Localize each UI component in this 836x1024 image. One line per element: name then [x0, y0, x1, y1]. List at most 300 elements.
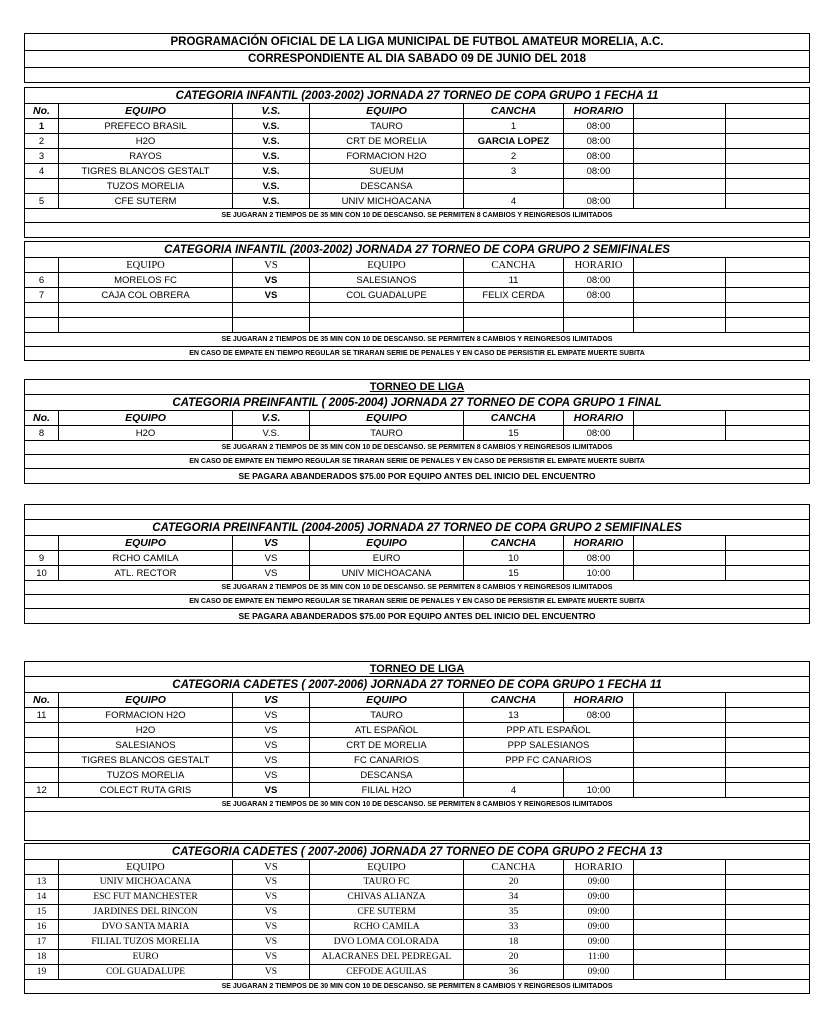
cell-team-away: TAURO [310, 708, 464, 723]
cell-horario: 09:00 [564, 920, 634, 935]
cell-team-away: CHIVAS ALIANZA [310, 890, 464, 905]
cell-horario: 08:00 [564, 134, 634, 149]
section-title: CATEGORIA INFANTIL (2003-2002) JORNADA 27 TORNEO DE COPA GRUPO 2 SEMIFINALES [25, 242, 810, 258]
cell-horario: 08:00 [564, 273, 634, 288]
cell-team-home: CFE SUTERM [59, 194, 233, 209]
empty-cell [634, 318, 726, 333]
col-header-no [25, 860, 59, 875]
table-row [25, 149, 810, 164]
table-row [25, 179, 810, 194]
table-row [25, 920, 810, 935]
col-header-no [25, 258, 59, 273]
cell-team-home: TUZOS MORELIA [59, 768, 233, 783]
empty-cell [726, 783, 810, 798]
col-header-equipo: EQUIPO [59, 860, 233, 875]
empty-cell [464, 303, 564, 318]
table-row [25, 768, 810, 783]
empty-cell [634, 164, 726, 179]
col-header-no: No. [25, 411, 59, 426]
cell-vs: VS [233, 738, 310, 753]
cell-cancha: PPP SALESIANOS [464, 738, 634, 753]
col-header-equipo: EQUIPO [59, 104, 233, 119]
cell-cancha: GARCIA LOPEZ [464, 134, 564, 149]
cell-vs: VS [233, 753, 310, 768]
col-header-equipo: EQUIPO [310, 860, 464, 875]
cell-horario: 10:00 [564, 783, 634, 798]
cell-no [25, 738, 59, 753]
cell-horario: 11:00 [564, 950, 634, 965]
col-header-horario: HORARIO [564, 104, 634, 119]
cell-horario [564, 179, 634, 194]
cell-no: 1 [25, 119, 59, 134]
cell-horario: 09:00 [564, 905, 634, 920]
torneo-liga-heading: TORNEO DE LIGA [25, 380, 810, 395]
col-header-cancha: CANCHA [464, 860, 564, 875]
empty-cell [634, 536, 726, 551]
cell-team-home: H2O [59, 723, 233, 738]
col-header-vs: VS [233, 860, 310, 875]
empty-cell [634, 905, 726, 920]
empty-cell [634, 965, 726, 980]
section-title: CATEGORIA INFANTIL (2003-2002) JORNADA 27 TORNEO DE COPA GRUPO 1 FECHA 11 [25, 88, 810, 104]
cell-team-home: TIGRES BLANCOS GESTALT [59, 753, 233, 768]
cell-cancha: 13 [464, 708, 564, 723]
torneo-liga-heading: TORNEO DE LIGA [25, 662, 810, 677]
table-row [25, 426, 810, 441]
cell-team-away: FC CANARIOS [310, 753, 464, 768]
col-header-vs: V.S. [233, 411, 310, 426]
cell-vs: VS [233, 783, 310, 798]
table-row [25, 119, 810, 134]
cell-horario: 09:00 [564, 965, 634, 980]
section-title: CATEGORIA CADETES ( 2007-2006) JORNADA 27 TORNEO DE COPA GRUPO 1 FECHA 11 [25, 677, 810, 693]
empty-cell [726, 935, 810, 950]
cell-team-away: EURO [310, 551, 464, 566]
rules-note: SE JUGARAN 2 TIEMPOS DE 30 MIN CON 10 DE DESCANSO. SE PERMITEN 8 CAMBIOS Y REINGRESOS ILIMITADOS [25, 980, 810, 994]
cell-cancha: 20 [464, 950, 564, 965]
empty-cell [634, 303, 726, 318]
empty-cell [634, 273, 726, 288]
col-header-cancha: CANCHA [464, 693, 564, 708]
empty-cell [726, 860, 810, 875]
cell-no [25, 753, 59, 768]
cell-no: 19 [25, 965, 59, 980]
col-header-equipo: EQUIPO [310, 411, 464, 426]
table-row [25, 194, 810, 209]
table-row [25, 318, 810, 333]
cell-team-away: ATL ESPAÑOL [310, 723, 464, 738]
col-header-cancha: CANCHA [464, 536, 564, 551]
cell-horario: 08:00 [564, 149, 634, 164]
cell-cancha: PPP ATL ESPAÑOL [464, 723, 634, 738]
col-header-equipo: EQUIPO [310, 536, 464, 551]
table-row [25, 905, 810, 920]
cell-team-away: DESCANSA [310, 768, 464, 783]
empty-cell [634, 194, 726, 209]
empty-cell [634, 258, 726, 273]
cell-no: 9 [25, 551, 59, 566]
empty-cell [464, 318, 564, 333]
empty-cell [726, 303, 810, 318]
table-row [25, 723, 810, 738]
blank-row [25, 505, 810, 520]
empty-cell [726, 536, 810, 551]
empty-cell [726, 551, 810, 566]
cell-team-away: FORMACION H2O [310, 149, 464, 164]
cell-horario: 08:00 [564, 164, 634, 179]
cell-horario: 09:00 [564, 890, 634, 905]
cell-team-home: UNIV MICHOACANA [59, 875, 233, 890]
cell-vs: V.S. [233, 134, 310, 149]
cell-team-home: H2O [59, 426, 233, 441]
empty-cell [726, 318, 810, 333]
cell-team-away: SUEUM [310, 164, 464, 179]
cell-no: 12 [25, 783, 59, 798]
empty-cell [726, 104, 810, 119]
empty-cell [726, 194, 810, 209]
cell-horario: 08:00 [564, 708, 634, 723]
col-header-cancha: CANCHA [464, 258, 564, 273]
cell-team-home: TIGRES BLANCOS GESTALT [59, 164, 233, 179]
empty-cell [726, 890, 810, 905]
empty-cell [634, 104, 726, 119]
cell-team-home: COLECT RUTA GRIS [59, 783, 233, 798]
rules-note: SE JUGARAN 2 TIEMPOS DE 30 MIN CON 10 DE DESCANSO. SE PERMITEN 8 CAMBIOS Y REINGRESOS ILIMITADOS [25, 798, 810, 812]
payment-note: SE PAGARA ABANDERADOS $75.00 POR EQUIPO ANTES DEL INICIO DEL ENCUENTRO [25, 469, 810, 484]
cell-team-away: CRT DE MORELIA [310, 738, 464, 753]
cell-cancha: 2 [464, 149, 564, 164]
cell-vs: VS [233, 950, 310, 965]
cell-team-away: UNIV MICHOACANA [310, 194, 464, 209]
empty-cell [634, 288, 726, 303]
cell-cancha: 20 [464, 875, 564, 890]
empty-cell [564, 303, 634, 318]
section-title: CATEGORIA PREINFANTIL (2004-2005) JORNADA 27 TORNEO DE COPA GRUPO 2 SEMIFINALES [25, 520, 810, 536]
rules-note: SE JUGARAN 2 TIEMPOS DE 35 MIN CON 10 DE DESCANSO. SE PERMITEN 8 CAMBIOS Y REINGRESOS ILIMITADOS [25, 581, 810, 595]
cell-no: 2 [25, 134, 59, 149]
cell-team-away: TAURO [310, 119, 464, 134]
table-row [25, 708, 810, 723]
cell-no [25, 723, 59, 738]
cell-no: 4 [25, 164, 59, 179]
cell-no: 11 [25, 708, 59, 723]
cell-vs: VS [233, 965, 310, 980]
cell-horario: 09:00 [564, 875, 634, 890]
empty-cell [726, 134, 810, 149]
empty-cell [634, 875, 726, 890]
cell-team-away: ALACRANES DEL PEDREGAL [310, 950, 464, 965]
cell-no: 17 [25, 935, 59, 950]
cell-team-home: MORELOS FC [59, 273, 233, 288]
col-header-no: No. [25, 693, 59, 708]
col-header-horario: HORARIO [564, 411, 634, 426]
cell-team-away: DESCANSA [310, 179, 464, 194]
cell-team-home: COL GUADALUPE [59, 965, 233, 980]
blank-row [25, 812, 810, 841]
col-header-vs: VS [233, 693, 310, 708]
rules-note: SE JUGARAN 2 TIEMPOS DE 35 MIN CON 10 DE DESCANSO. SE PERMITEN 8 CAMBIOS Y REINGRESOS ILIMITADOS [25, 333, 810, 347]
cell-cancha: 34 [464, 890, 564, 905]
page-subtitle: CORRESPONDIENTE AL DIA SABADO 09 DE JUNIO DEL 2018 [25, 51, 810, 68]
rules-note: SE JUGARAN 2 TIEMPOS DE 35 MIN CON 10 DE DESCANSO. SE PERMITEN 8 CAMBIOS Y REINGRESOS ILIMITADOS [25, 209, 810, 223]
cell-team-home: DVO SANTA MARIA [59, 920, 233, 935]
cell-cancha: 3 [464, 164, 564, 179]
cell-vs: VS [233, 288, 310, 303]
cell-team-home: JARDINES DEL RINCON [59, 905, 233, 920]
empty-cell [726, 273, 810, 288]
empty-cell [726, 905, 810, 920]
cell-team-home: H2O [59, 134, 233, 149]
cell-no: 6 [25, 273, 59, 288]
cell-team-home: RCHO CAMILA [59, 551, 233, 566]
section-table [24, 379, 810, 484]
col-header-vs: VS [233, 536, 310, 551]
cell-team-away: TAURO FC [310, 875, 464, 890]
table-row [25, 303, 810, 318]
empty-cell [634, 693, 726, 708]
empty-cell [726, 179, 810, 194]
empty-cell [634, 860, 726, 875]
col-header-equipo: EQUIPO [310, 693, 464, 708]
cell-cancha [464, 179, 564, 194]
cell-team-home: EURO [59, 950, 233, 965]
empty-cell [726, 723, 810, 738]
empty-cell [564, 318, 634, 333]
cell-team-home: CAJA COL OBRERA [59, 288, 233, 303]
empty-cell [726, 920, 810, 935]
section-table [24, 241, 810, 361]
empty-cell [726, 875, 810, 890]
empty-cell [233, 303, 310, 318]
cell-team-home: FORMACION H2O [59, 708, 233, 723]
empty-cell [726, 258, 810, 273]
section-table [24, 843, 810, 994]
cell-vs: VS [233, 566, 310, 581]
cell-horario: 08:00 [564, 194, 634, 209]
cell-cancha: 15 [464, 566, 564, 581]
table-row [25, 738, 810, 753]
cell-no: 16 [25, 920, 59, 935]
empty-cell [634, 551, 726, 566]
empty-cell [634, 179, 726, 194]
table-row [25, 935, 810, 950]
cell-vs: V.S. [233, 164, 310, 179]
cell-cancha: 36 [464, 965, 564, 980]
cell-vs: VS [233, 708, 310, 723]
cell-cancha: 1 [464, 119, 564, 134]
cell-team-away: SALESIANOS [310, 273, 464, 288]
empty-cell [310, 303, 464, 318]
cell-no: 15 [25, 905, 59, 920]
cell-team-away: DVO LOMA COLORADA [310, 935, 464, 950]
section-table [24, 661, 810, 841]
col-header-equipo: EQUIPO [59, 411, 233, 426]
empty-cell [634, 950, 726, 965]
cell-team-away: COL GUADALUPE [310, 288, 464, 303]
empty-cell [726, 693, 810, 708]
cell-vs: V.S. [233, 194, 310, 209]
section-table [24, 87, 810, 238]
empty-cell [726, 426, 810, 441]
empty-cell [726, 566, 810, 581]
empty-cell [59, 303, 233, 318]
table-row [25, 566, 810, 581]
cell-no: 7 [25, 288, 59, 303]
cell-team-home: RAYOS [59, 149, 233, 164]
empty-cell [726, 768, 810, 783]
cell-cancha [464, 768, 564, 783]
cell-no: 8 [25, 426, 59, 441]
col-header-no [25, 536, 59, 551]
col-header-cancha: CANCHA [464, 104, 564, 119]
rules-note: SE JUGARAN 2 TIEMPOS DE 35 MIN CON 10 DE DESCANSO. SE PERMITEN 8 CAMBIOS Y REINGRESOS ILIMITADOS [25, 441, 810, 455]
empty-cell [726, 708, 810, 723]
empty-cell [634, 411, 726, 426]
cell-vs: VS [233, 875, 310, 890]
cell-horario: 08:00 [564, 551, 634, 566]
table-row [25, 164, 810, 179]
tiebreak-note: EN CASO DE EMPATE EN TIEMPO REGULAR SE TIRARAN SERIE DE PENALES Y EN CASO DE PERSISTIR EL EMPATE MUERTE SUBITA [25, 455, 810, 469]
blank-row [25, 68, 810, 83]
col-header-horario: HORARIO [564, 693, 634, 708]
empty-cell [25, 303, 59, 318]
empty-cell [726, 411, 810, 426]
cell-team-home: TUZOS MORELIA [59, 179, 233, 194]
empty-cell [726, 119, 810, 134]
empty-cell [634, 890, 726, 905]
table-row [25, 783, 810, 798]
empty-cell [634, 935, 726, 950]
cell-team-away: TAURO [310, 426, 464, 441]
blank-row [25, 223, 810, 238]
cell-cancha: 33 [464, 920, 564, 935]
section-title: CATEGORIA CADETES ( 2007-2006) JORNADA 27 TORNEO DE COPA GRUPO 2 FECHA 13 [25, 844, 810, 860]
cell-horario: 08:00 [564, 288, 634, 303]
cell-vs: VS [233, 273, 310, 288]
empty-cell [634, 723, 726, 738]
table-row [25, 273, 810, 288]
col-header-equipo: EQUIPO [59, 258, 233, 273]
cell-team-home: FILIAL TUZOS MORELIA [59, 935, 233, 950]
cell-no: 18 [25, 950, 59, 965]
cell-cancha: 11 [464, 273, 564, 288]
cell-horario: 09:00 [564, 935, 634, 950]
cell-vs: VS [233, 723, 310, 738]
empty-cell [634, 566, 726, 581]
cell-vs: V.S. [233, 119, 310, 134]
empty-cell [726, 164, 810, 179]
cell-cancha: 18 [464, 935, 564, 950]
empty-cell [634, 783, 726, 798]
cell-horario: 08:00 [564, 426, 634, 441]
empty-cell [634, 134, 726, 149]
empty-cell [634, 753, 726, 768]
cell-no: 5 [25, 194, 59, 209]
section-table [24, 504, 810, 624]
empty-cell [726, 950, 810, 965]
col-header-vs: V.S. [233, 104, 310, 119]
col-header-equipo: EQUIPO [310, 104, 464, 119]
cell-vs: VS [233, 890, 310, 905]
cell-no: 14 [25, 890, 59, 905]
empty-cell [634, 738, 726, 753]
cell-cancha: FELIX CERDA [464, 288, 564, 303]
cell-cancha: 4 [464, 194, 564, 209]
col-header-horario: HORARIO [564, 860, 634, 875]
cell-cancha: PPP FC CANARIOS [464, 753, 634, 768]
empty-cell [726, 965, 810, 980]
cell-team-home: ATL. RECTOR [59, 566, 233, 581]
cell-horario [564, 768, 634, 783]
empty-cell [726, 288, 810, 303]
cell-cancha: 15 [464, 426, 564, 441]
cell-vs: V.S. [233, 179, 310, 194]
tiebreak-note: EN CASO DE EMPATE EN TIEMPO REGULAR SE TIRARAN SERIE DE PENALES Y EN CASO DE PERSISTIR EL EMPATE MUERTE SUBITA [25, 347, 810, 361]
cell-horario: 08:00 [564, 119, 634, 134]
col-header-equipo: EQUIPO [59, 693, 233, 708]
cell-team-home: PREFECO BRASIL [59, 119, 233, 134]
empty-cell [726, 738, 810, 753]
empty-cell [233, 318, 310, 333]
col-header-vs: VS [233, 258, 310, 273]
col-header-equipo: EQUIPO [59, 536, 233, 551]
cell-team-home: SALESIANOS [59, 738, 233, 753]
header-table [24, 33, 810, 83]
table-row [25, 134, 810, 149]
cell-horario: 10:00 [564, 566, 634, 581]
cell-cancha: 10 [464, 551, 564, 566]
cell-vs: VS [233, 935, 310, 950]
cell-no [25, 768, 59, 783]
cell-team-away: RCHO CAMILA [310, 920, 464, 935]
empty-cell [59, 318, 233, 333]
payment-note: SE PAGARA ABANDERADOS $75.00 POR EQUIPO ANTES DEL INICIO DEL ENCUENTRO [25, 609, 810, 624]
cell-no: 10 [25, 566, 59, 581]
cell-no: 13 [25, 875, 59, 890]
empty-cell [634, 708, 726, 723]
cell-vs: VS [233, 905, 310, 920]
page-title: PROGRAMACIÓN OFICIAL DE LA LIGA MUNICIPAL DE FUTBOL AMATEUR MORELIA, A.C. [25, 34, 810, 51]
empty-cell [634, 149, 726, 164]
table-row [25, 551, 810, 566]
section-title: CATEGORIA PREINFANTIL ( 2005-2004) JORNADA 27 TORNEO DE COPA GRUPO 1 FINAL [25, 395, 810, 411]
table-row [25, 875, 810, 890]
col-header-horario: HORARIO [564, 258, 634, 273]
cell-vs: VS [233, 920, 310, 935]
empty-cell [310, 318, 464, 333]
table-row [25, 965, 810, 980]
cell-no [25, 179, 59, 194]
col-header-cancha: CANCHA [464, 411, 564, 426]
cell-team-home: ESC FUT MANCHESTER [59, 890, 233, 905]
empty-cell [25, 318, 59, 333]
cell-cancha: 4 [464, 783, 564, 798]
cell-team-away: UNIV MICHOACANA [310, 566, 464, 581]
cell-cancha: 35 [464, 905, 564, 920]
tiebreak-note: EN CASO DE EMPATE EN TIEMPO REGULAR SE TIRARAN SERIE DE PENALES Y EN CASO DE PERSISTIR EL EMPATE MUERTE SUBITA [25, 595, 810, 609]
table-row [25, 950, 810, 965]
empty-cell [726, 753, 810, 768]
col-header-horario: HORARIO [564, 536, 634, 551]
cell-vs: VS [233, 551, 310, 566]
empty-cell [634, 768, 726, 783]
table-row [25, 288, 810, 303]
empty-cell [634, 920, 726, 935]
empty-cell [726, 149, 810, 164]
cell-no: 3 [25, 149, 59, 164]
cell-team-away: CFE SUTERM [310, 905, 464, 920]
table-row [25, 753, 810, 768]
